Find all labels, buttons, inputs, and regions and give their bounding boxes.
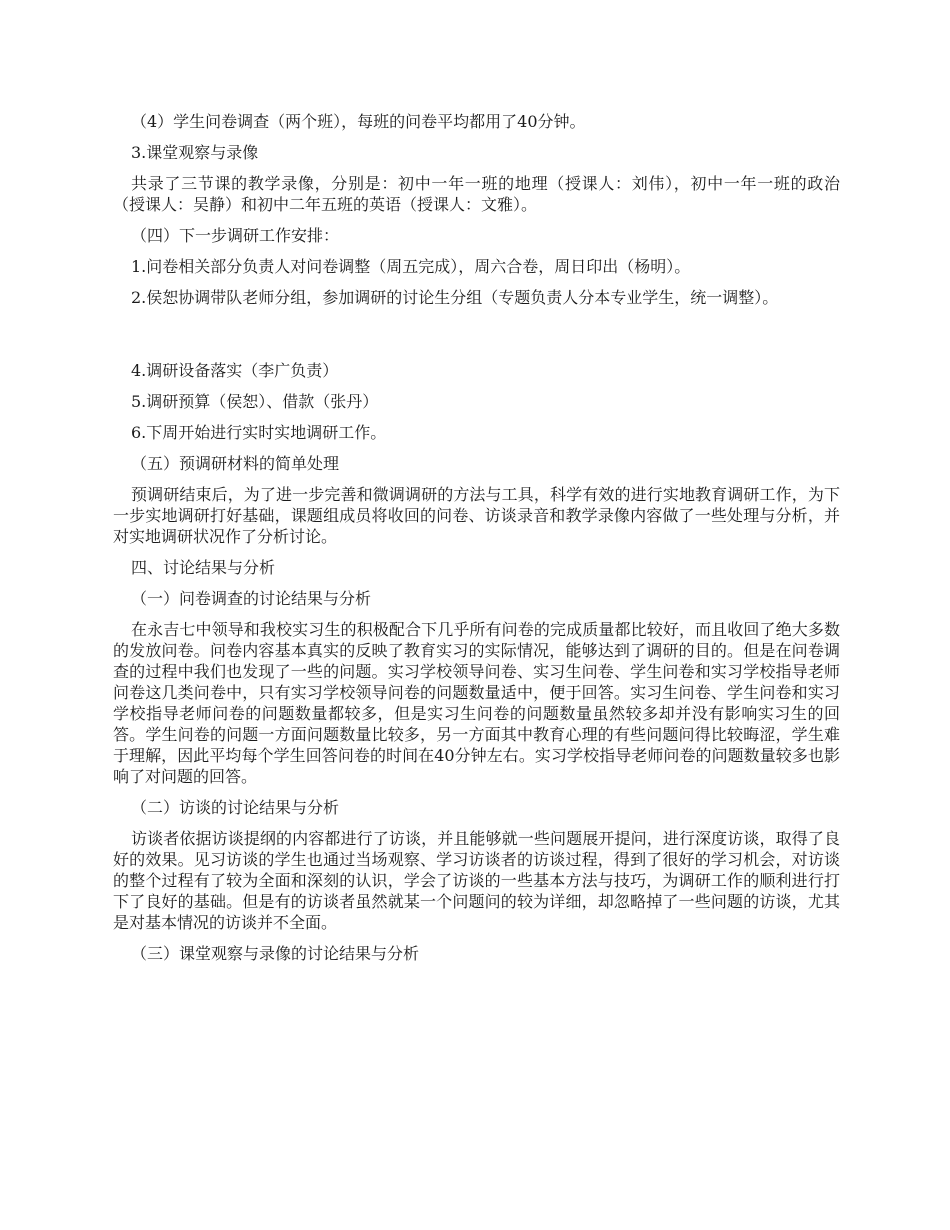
paragraph-step-5: 5.调研预算（侯恕）、借款（张丹） [131, 392, 379, 411]
paragraph-student-survey: （4）学生问卷调查（两个班），每班的问卷平均都用了40分钟。 [131, 112, 586, 131]
section-heading-next-steps: （四）下一步调研工作安排： [131, 226, 340, 245]
subsection-heading-survey-results: （一）问卷调查的讨论结果与分析 [131, 589, 372, 608]
paragraph-recordings: 共录了三节课的教学录像，分别是：初中一年一班的地理（授课人：刘伟），初中一年一班的政治（授课人：吴静）和初中二年五班的英语（授课人：文雅）。 [113, 174, 840, 214]
paragraph-preliminary-processing: 预调研结束后，为了进一步完善和微调调研的方法与工具，科学有效的进行实地教育调研工作，为下一步实地调研打好基础，课题组成员将收回的问卷、访谈录音和教学录像内容做了一些处理与分析，并对实地调研状况作了分析讨论。 [113, 485, 840, 546]
paragraph-step-6: 6.下周开始进行实时实地调研工作。 [131, 423, 387, 442]
paragraph-classroom-observation-heading: 3.课堂观察与录像 [131, 143, 259, 162]
document-page [113, 111, 840, 974]
subsection-heading-observation-results: （三）课堂观察与录像的讨论结果与分析 [131, 944, 420, 963]
paragraph-step-2: 2.侯恕协调带队老师分组，参加调研的讨论生分组（专题负责人分本专业学生，统一调整）。 [131, 288, 779, 307]
paragraph-step-1: 1.问卷相关部分负责人对问卷调整（周五完成），周六合卷，周日印出（杨明）。 [131, 257, 691, 276]
paragraph-interview-results: 访谈者依据访谈提纲的内容都进行了访谈，并且能够就一些问题展开提问，进行深度访谈，取得了良好的效果。见习访谈的学生也通过当场观察、学习访谈者的访谈过程，得到了很好的学习机会，对访谈的整个过程有了较为全面和深刻的认识，学会了访谈的一些基本方法与技巧，为调研工作的顺利进行打下了良好的基础。但是有的访谈者虽然就某一个问题问的较为详细，却忽略掉了一些问题的访谈，尤其是对基本情况的访谈并不全面。 [113, 829, 840, 932]
section-heading-preliminary-processing: （五）预调研材料的简单处理 [131, 454, 340, 473]
paragraph-step-4: 4.调研设备落实（李广负责） [131, 361, 339, 380]
paragraph-survey-results: 在永吉七中领导和我校实习生的积极配合下几乎所有问卷的完成质量都比较好，而且收回了绝大多数的发放问卷。问卷内容基本真实的反映了教育实习的实际情况，能够达到了调研的目的。但是在问卷调查的过程中我们也发现了一些的问题。实习学校领导问卷、实习生问卷、学生问卷和实习学校指导老师问卷这几类问卷中，只有实习学校领导问卷的问题数量适中，便于回答。实习生问卷、学生问卷和实习学校指导老师问卷的问题数量都较多，但是实习生问卷的问题数量虽然较多却并没有影响实习生的回答。学生问卷的问题一方面问题数量比较多，另一方面其中教育心理的有些问题问得比较晦涩，学生难于理解，因此平均每个学生回答问卷的时间在40分钟左右。实习学校指导老师问卷的问题数量较多也影响了对问题的回答。 [113, 620, 840, 786]
section-heading-discussion: 四、讨论结果与分析 [131, 558, 276, 577]
blank-spacer [113, 318, 840, 360]
subsection-heading-interview-results: （二）访谈的讨论结果与分析 [131, 798, 340, 817]
